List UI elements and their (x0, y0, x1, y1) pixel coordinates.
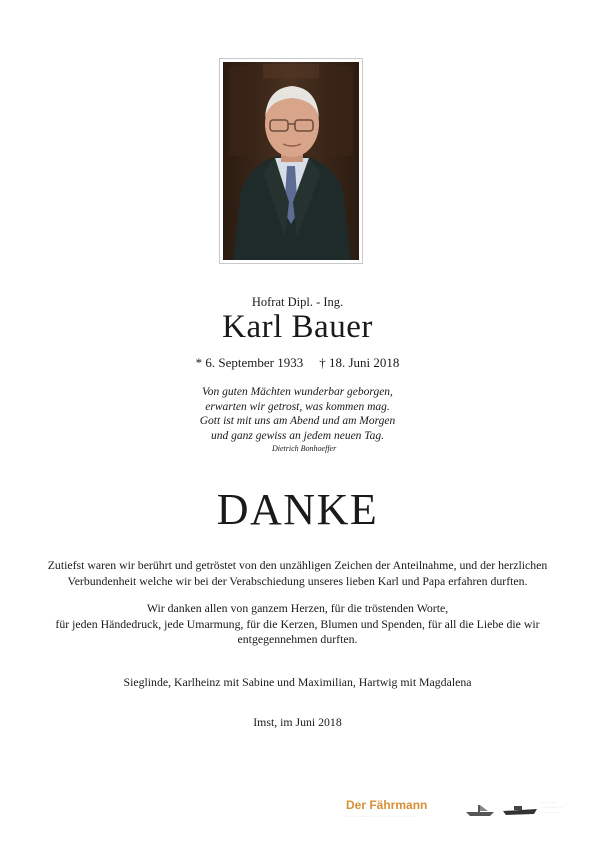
paragraph-line: Zutiefst waren wir berührt und getröstet von den unzähligen Zeichen der Anteilnahme, und der herzlichen (47, 558, 548, 572)
contact-info: . . . . . . . . . . . . . . . . . . . . . . . . . . . . (542, 800, 563, 814)
poem-line: erwarten wir getrost, was kommen mag. (205, 400, 390, 413)
portrait-photo (219, 58, 363, 264)
paragraph-line: entgegennehmen durften. (237, 632, 358, 646)
life-dates (0, 355, 595, 371)
paragraph-line: für jeden Händedruck, jede Umarmung, für die Kerzen, Blumen und Spenden, für all die Liebe die wir (55, 616, 540, 631)
portrait-image (223, 62, 359, 260)
poem-line: Gott ist mit uns am Abend und am Morgen (199, 415, 396, 427)
birth-date: * 6. September 1933 (195, 355, 304, 370)
thanks-paragraph-1 (0, 558, 595, 589)
funeral-home-logo: Der Fährmann (346, 798, 428, 812)
funeral-home-footer (346, 798, 576, 828)
paragraph-line: Verbundenheit welche wir bei der Verabschiedung unseres lieben Karl und Papa erfahren durften. (67, 573, 528, 588)
poem-line: Von guten Mächten wunderbar geborgen, (202, 386, 393, 398)
deceased-name: Karl Bauer (222, 309, 373, 345)
boat-icon (464, 802, 496, 818)
thanks-paragraph-2 (0, 601, 595, 648)
honorific-title: Hofrat Dipl. - Ing. (251, 295, 344, 309)
poem-line: und ganz gewiss an jedem neuen Tag. (210, 429, 385, 442)
family-signatures: Sieglinde, Karlheinz mit Sabine und Maximilian, Hartwig mit Magdalena (123, 675, 472, 689)
death-date: † 18. Juni 2018 (319, 355, 400, 370)
funeral-home-tagline: . . . . . . . . . . . . . . . . . . . . . . . . . . . . . . . . . . . . (346, 814, 416, 818)
paragraph-line: Wir danken allen von ganzem Herzen, für die tröstenden Worte, (146, 601, 449, 615)
poem (0, 385, 595, 443)
place-date: Imst, im Juni 2018 (253, 715, 342, 729)
poem-author: Dietrich Bonhoeffer (272, 444, 337, 453)
thanks-heading: DANKE (216, 485, 379, 534)
ferry-icon (502, 805, 538, 817)
